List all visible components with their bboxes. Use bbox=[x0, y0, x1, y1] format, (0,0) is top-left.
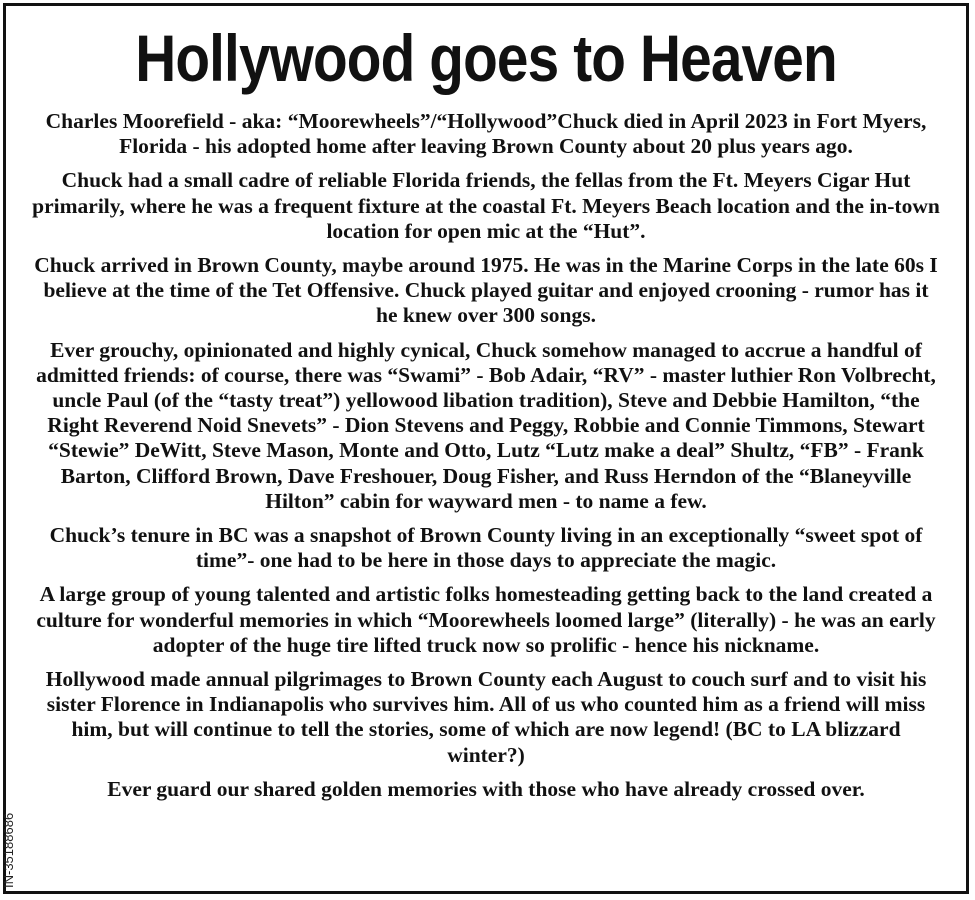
paragraph-closing: Ever guard our shared golden memories with those who have already crossed over. bbox=[107, 776, 865, 801]
paragraph-pilgrimages: Hollywood made annual pilgrimages to Brown County each August to couch surf and to visit his sister Florence in Indianapolis who survives him. All of us who counted him as a friend will miss him, but will continue to tell the stories, some of which are now legend! (BC to LA blizzard winter?) bbox=[45, 667, 927, 767]
headline: Hollywood goes to Heaven bbox=[135, 21, 837, 95]
paragraph-tenure: Chuck’s tenure in BC was a snapshot of Brown County living in an exceptionally “sweet spot of time”- one had to be here in those days to appreciate the magic. bbox=[49, 523, 923, 573]
paragraph-arrival: Chuck arrived in Brown County, maybe around 1975. He was in the Marine Corps in the late 60s I believe at the time of the Tet Offensive. Chuck played guitar and enjoyed crooning - rumor has it he knew over 300 songs. bbox=[34, 253, 938, 328]
paragraph-friends-list: Ever grouchy, opinionated and highly cynical, Chuck somehow managed to accrue a handful of admitted friends: of course, there was “Swami” - Bob Adair, “RV” - master luthier Ron Volbrecht, uncle Paul (of the “tasty treat”) yellowood libation tradition), Steve and Debbie Hamilton, “the Right Reverend Noid Snevets” - Dion Stevens and Peggy, Robbie and Connie Timmons, Stewart “Stewie” DeWitt, Steve Mason, Monte and Otto, Lutz “Lutz make a deal” Shultz, “FB” - Frank Barton, Clifford Brown, Dave Freshouer, Doug Fisher, and Russ Herndon of the “Blaneyville Hilton” cabin for wayward men - to name a few. bbox=[36, 337, 936, 513]
paragraph-florida-friends: Chuck had a small cadre of reliable Florida friends, the fellas from the Ft. Meyers Cigar Hut primarily, where he was a frequent fixture at the coastal Ft. Meyers Beach location and the in-town location for open mic at the “Hut”. bbox=[32, 168, 940, 243]
paragraph-homesteading: A large group of young talented and artistic folks homesteading getting back to the land created a culture for wonderful memories in which “Moorewheels loomed large” (literally) - he was an early adopter of the huge tire lifted truck now so prolific - hence his nickname. bbox=[36, 582, 936, 657]
ad-id-label: IN-35188686 bbox=[1, 812, 16, 888]
notice-body bbox=[32, 109, 940, 811]
notice-frame bbox=[3, 3, 969, 894]
paragraph-intro: Charles Moorefield - aka: “Moorewheels”/“Hollywood”Chuck died in April 2023 in Fort Myers, Florida - his adopted home after leaving Brown County about 20 plus years ago. bbox=[45, 109, 927, 159]
